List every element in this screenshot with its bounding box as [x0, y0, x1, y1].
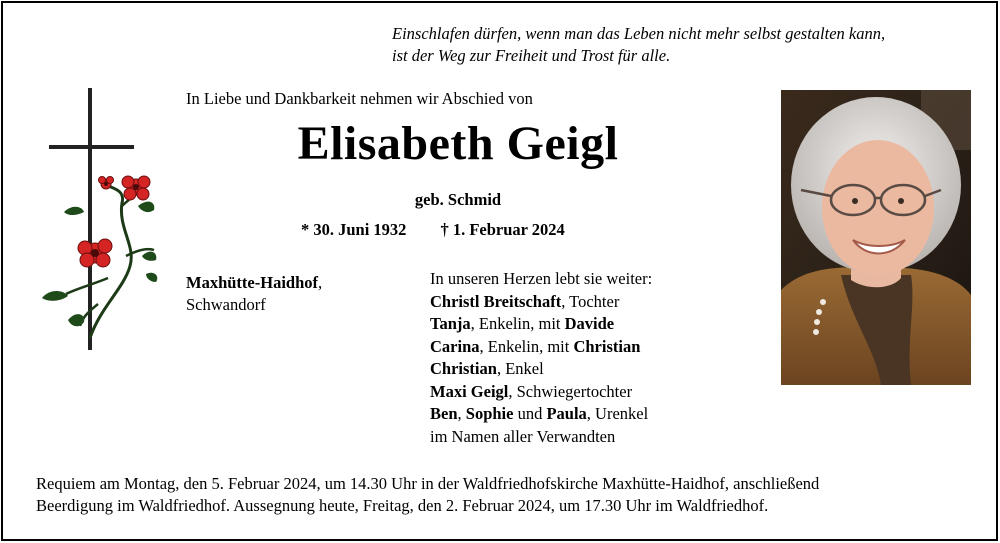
quote-line-2: ist der Weg zur Freiheit und Trost für alle.	[392, 46, 671, 65]
footer-line-2: Beerdigung im Waldfriedhof. Aussegnung heute, Freitag, den 2. Februar 2024, um 17.30 Uhr im Waldfriedhof.	[36, 496, 769, 515]
mourner-line	[430, 313, 652, 336]
mourner-name: Maxi Geigl	[430, 381, 509, 401]
mourner-name: Christian	[430, 359, 497, 378]
quote	[392, 23, 977, 67]
mourner-relation: , Tochter	[561, 291, 620, 311]
birth-date: * 30. Juni 1932	[301, 220, 407, 239]
mourner-line: Ben, Sophie und Paula, Urenkel	[430, 404, 649, 423]
mourner-name: Sophie	[465, 404, 514, 423]
mourner-name: Tanja	[430, 314, 471, 333]
mourners-heading: In unseren Herzen lebt sie weiter:	[430, 269, 653, 288]
mourner-partner: Davide	[564, 314, 615, 333]
mourner-partner: Christian	[573, 336, 641, 356]
mourners-closing: im Namen aller Verwandten	[430, 426, 616, 446]
mourner-line	[430, 381, 652, 404]
mourner-name: Christl Breitschaft	[430, 291, 562, 311]
intro-text: In Liebe und Dankbarkeit nehmen wir Abschied von	[186, 89, 533, 108]
mourner-line	[430, 291, 652, 314]
obituary-card	[1, 1, 998, 541]
mourners-list	[430, 268, 652, 448]
mourner-name: Ben	[430, 404, 458, 423]
mourner-relation: , Urenkel	[586, 404, 649, 423]
death-date: † 1. Februar 2024	[440, 220, 565, 239]
quote-line-1: Einschlafen dürfen, wenn man das Leben nicht mehr selbst gestalten kann,	[392, 24, 886, 43]
deceased-name: Elisabeth Geigl	[297, 117, 619, 170]
portrait-photo	[781, 90, 971, 385]
mourner-relation: , Schwiegertochter	[508, 381, 633, 401]
cross-with-roses-icon	[38, 88, 168, 353]
mourner-relation: , Enkel	[496, 359, 544, 378]
mourner-name: Paula	[546, 404, 587, 423]
mourner-relation: , Enkelin, mit	[479, 336, 574, 356]
residence: Maxhütte-Haidhof, Schwandorf	[186, 273, 323, 314]
mourner-line	[430, 336, 652, 359]
mourner-relation: , Enkelin, mit	[470, 314, 565, 333]
town: Maxhütte-Haidhof	[186, 273, 318, 292]
life-dates	[301, 220, 565, 240]
footer-line-1: Requiem am Montag, den 5. Februar 2024, um 14.30 Uhr in der Waldfriedhofskirche Maxhütte-Haidhof, anschließend	[36, 474, 820, 493]
mourner-line	[430, 358, 652, 381]
birth-name: geb. Schmid	[414, 190, 502, 209]
district: Schwandorf	[186, 295, 266, 314]
mourner-name: Carina	[430, 336, 480, 356]
footer-text	[36, 473, 996, 517]
